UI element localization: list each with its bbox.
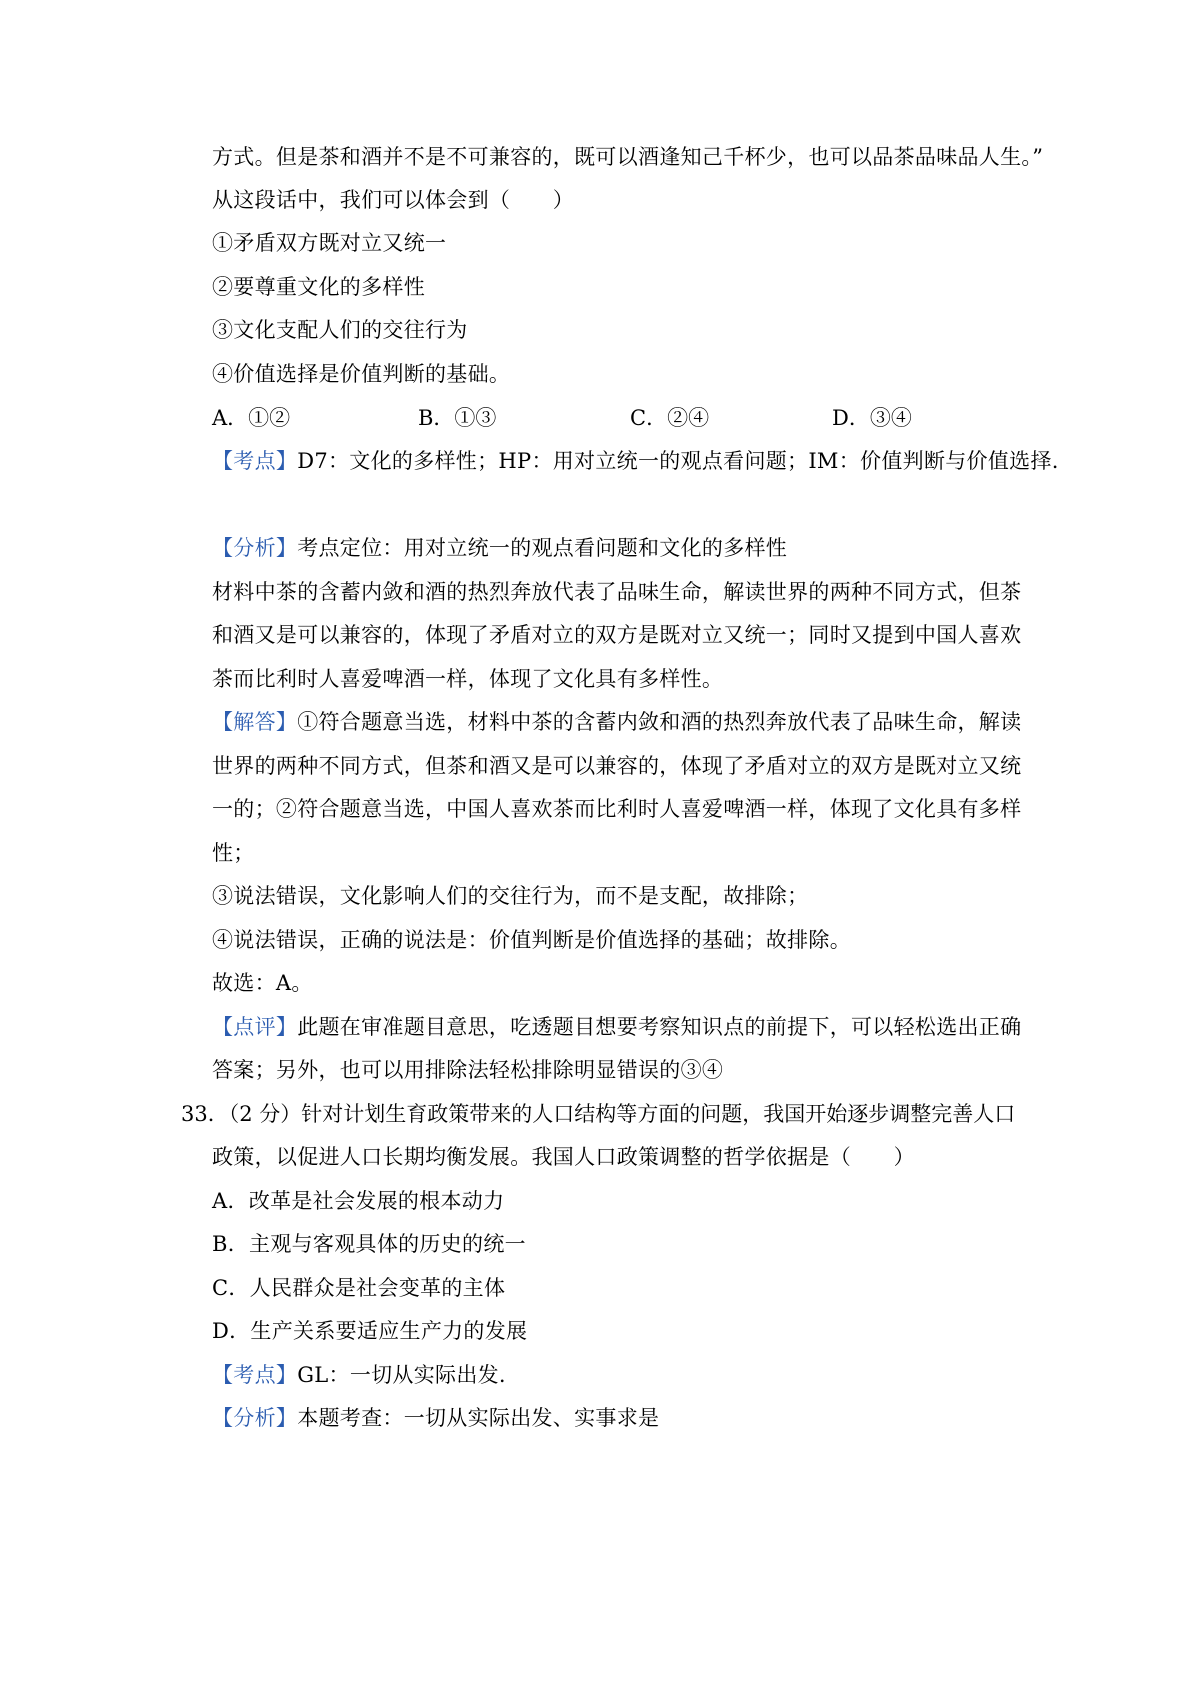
q32-fenxi-line-3: 和酒又是可以兼容的，体现了矛盾对立的双方是既对立又统一；同时又提到中国人喜欢 [212,623,1022,647]
q32-stem-line-2: 从这段话中，我们可以体会到（ ） [212,188,575,212]
q32-item-1: ①矛盾双方既对立又统一 [212,231,447,255]
q32-option-a: A．①② [212,406,291,430]
q33-option-b: B．主观与客观具体的历史的统一 [212,1232,526,1256]
q33-kaodian-text: GL：一切从实际出发. [297,1363,506,1387]
q32-dianping [212,1012,1021,1042]
q33-kaodian [212,1360,506,1390]
q33-option-a: A．改革是社会发展的根本动力 [212,1189,505,1213]
dianping-tag: 【点评】 [212,1015,298,1039]
q32-item-3: ③文化支配人们的交往行为 [212,318,468,342]
q33-option-d: D．生产关系要适应生产力的发展 [212,1319,528,1343]
q33-fenxi [212,1403,659,1433]
q32-jieda-line-4: 性； [212,841,255,865]
jieda-tag: 【解答】 [212,710,298,734]
q32-jieda-line-2: 世界的两种不同方式，但茶和酒又是可以兼容的，体现了矛盾对立的双方是既对立又统 [212,754,1022,778]
kaodian-tag: 【考点】 [212,449,298,473]
q32-item-2: ②要尊重文化的多样性 [212,275,425,299]
q32-option-d: D．③④ [832,406,912,430]
q32-fenxi-line-4: 茶而比利时人喜爱啤酒一样，体现了文化具有多样性。 [212,667,724,691]
q32-jieda-line-5: ③说法错误，文化影响人们的交往行为，而不是支配，故排除； [212,884,809,908]
q32-kaodian [212,446,1059,476]
q32-stem-line-1: 方式。但是茶和酒并不是不可兼容的，既可以酒逢知己千杯少，也可以品茶品味品人生。” [212,145,1044,169]
dianping-line-1: 此题在审准题目意思，吃透题目想要考察知识点的前提下，可以轻松选出正确 [297,1015,1022,1039]
fenxi-line-1: 考点定位：用对立统一的观点看问题和文化的多样性 [297,536,788,560]
q32-jieda [212,707,1021,737]
kaodian-text: D7：文化的多样性；HP：用对立统一的观点看问题；IM：价值判断与价值选择. [297,449,1059,473]
q33-number: 33． [181,1102,229,1126]
q32-fenxi [212,533,787,563]
q33-fenxi-tag: 【分析】 [212,1406,298,1430]
q33-fenxi-line-1: 本题考查：一切从实际出发、实事求是 [297,1406,660,1430]
q32-option-c: C．②④ [630,406,710,430]
q33-stem-line-2: 政策，以促进人口长期均衡发展。我国人口政策调整的哲学依据是（ ） [212,1145,915,1169]
q32-item-4: ④价值选择是价值判断的基础。 [212,362,511,386]
q33-option-c: C．人民群众是社会变革的主体 [212,1276,506,1300]
q32-jieda-line-6: ④说法错误，正确的说法是：价值判断是价值选择的基础；故排除。 [212,928,851,952]
q32-dianping-line-2: 答案；另外，也可以用排除法轻松排除明显错误的③④ [212,1058,724,1082]
q32-jieda-line-7: 故选：A。 [212,971,313,995]
fenxi-tag: 【分析】 [212,536,298,560]
q32-option-b: B．①③ [418,406,497,430]
q33-stem-line-1: （2 分）针对计划生育政策带来的人口结构等方面的问题，我国开始逐步调整完善人口 [228,1102,1016,1126]
q32-fenxi-line-2: 材料中茶的含蓄内敛和酒的热烈奔放代表了品味生命，解读世界的两种不同方式，但茶 [212,580,1022,604]
q33-line-1 [181,1099,1015,1129]
q32-jieda-line-3: 一的；②符合题意当选，中国人喜欢茶而比利时人喜爱啤酒一样，体现了文化具有多样 [212,797,1022,821]
jieda-line-1: ①符合题意当选，材料中茶的含蓄内敛和酒的热烈奔放代表了品味生命，解读 [297,710,1022,734]
q33-kaodian-tag: 【考点】 [212,1363,298,1387]
